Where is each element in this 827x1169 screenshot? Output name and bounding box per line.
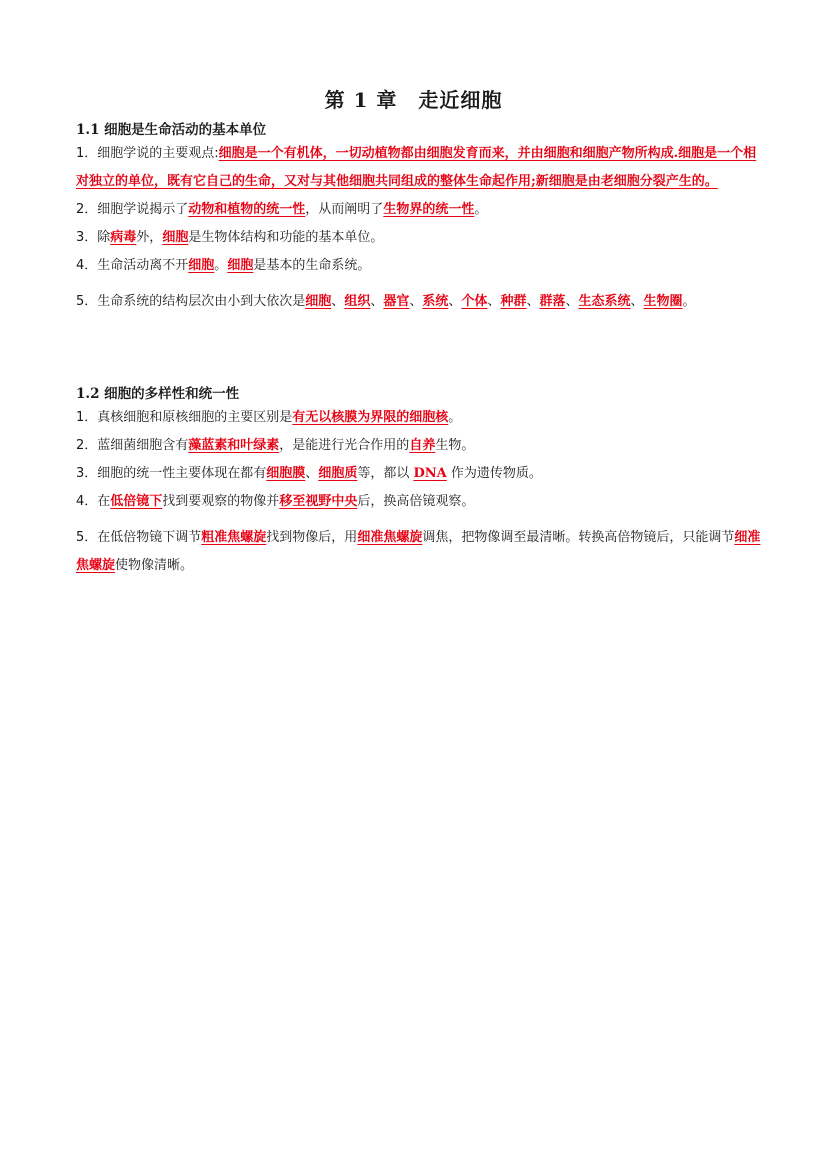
answer-text: 细胞是一个有机体，一切动植物都由细胞发育而来，并由细胞和细胞产物所构成.细胞是一个相对独立的单位，既有它自己的生命，又对与其他细胞共同组成的整体生命起作用;新细胞是由老细胞分裂产生的。 [76, 146, 757, 189]
item-text: 5．在低倍物镜下调节 [76, 530, 202, 545]
item-text: 1．真核细胞和原核细胞的主要区别是 [76, 410, 293, 425]
item-text: 、 [370, 294, 384, 309]
answer-text: DNA [413, 466, 447, 481]
item-text: 是基本的生命系统。 [253, 258, 371, 273]
answer-text: 有无以核膜为界限的细胞核 [292, 410, 449, 425]
item-text: 2．细胞学说揭示了 [76, 202, 189, 217]
item-text: 等，都以 [357, 466, 414, 481]
item-text: 、 [305, 466, 319, 481]
answer-text: 器官 [383, 294, 410, 309]
item-text: 调焦，把物像调至最清晰。转换高倍物镜后，只能调节 [422, 530, 735, 545]
chapter-title: 第 1 章 走近细胞 [324, 88, 503, 112]
list-item [76, 404, 766, 432]
item-text: 。 [448, 410, 462, 425]
item-text: 2．蓝细菌细胞含有 [76, 438, 189, 453]
item-list [76, 140, 766, 316]
item-text: 、 [487, 294, 501, 309]
answer-text: 种群 [500, 294, 527, 309]
answer-text: 粗准焦螺旋 [201, 530, 267, 545]
item-text: 、 [630, 294, 644, 309]
section-1-1 [76, 118, 766, 316]
item-text: 1．细胞学说的主要观点: [76, 146, 219, 161]
answer-text: 细准焦螺旋 [357, 530, 423, 545]
item-text: 。 [474, 202, 488, 217]
answer-text: 细胞膜 [266, 466, 306, 481]
item-text: 、 [448, 294, 462, 309]
list-item [76, 432, 766, 460]
item-text: 作为遗传物质。 [446, 466, 542, 481]
answer-text: 藻蓝素和叶绿素 [188, 438, 280, 453]
answer-text: 细准焦螺旋 [76, 530, 761, 573]
item-text: 后，换高倍镜观察。 [357, 494, 475, 509]
list-item [76, 252, 766, 280]
list-item [76, 488, 766, 516]
item-list [76, 404, 766, 580]
answer-text: 动物和植物的统一性 [188, 202, 306, 217]
item-text: 3．细胞的统一性主要体现在都有 [76, 466, 267, 481]
item-text: 使物像清晰。 [115, 558, 194, 573]
answer-text: 组织 [344, 294, 371, 309]
item-text: 是生物体结构和功能的基本单位。 [188, 230, 384, 245]
answer-text: 病毒 [110, 230, 137, 245]
item-text: 找到要观察的物像并 [162, 494, 280, 509]
answer-text: 细胞 [227, 258, 254, 273]
item-text: ，是能进行光合作用的 [279, 438, 410, 453]
list-item [76, 224, 766, 252]
item-text: 4．在 [76, 494, 111, 509]
answer-text: 细胞质 [318, 466, 358, 481]
item-text: 、 [565, 294, 579, 309]
item-text: 生物。 [435, 438, 475, 453]
item-text: 5．生命系统的结构层次由小到大依次是 [76, 294, 306, 309]
list-item [76, 196, 766, 224]
item-text: 3．除 [76, 230, 111, 245]
answer-text: 生物圈 [643, 294, 683, 309]
list-item [76, 140, 766, 196]
answer-text: 移至视野中央 [279, 494, 358, 509]
item-text: 。 [682, 294, 696, 309]
list-item [76, 288, 766, 316]
answer-text: 系统 [422, 294, 449, 309]
list-item [76, 524, 766, 580]
section-heading: 1.2 细胞的多样性和统一性 [76, 386, 240, 402]
answer-text: 细胞 [305, 294, 332, 309]
item-text: 、 [331, 294, 345, 309]
item-text: ，从而阐明了 [305, 202, 384, 217]
item-text: 、 [526, 294, 540, 309]
answer-text: 群落 [539, 294, 566, 309]
item-text: 外， [136, 230, 163, 245]
answer-text: 细胞 [162, 230, 189, 245]
item-text: 找到物像后，用 [266, 530, 358, 545]
answer-text: 生态系统 [578, 294, 631, 309]
answer-text: 低倍镜下 [110, 494, 163, 509]
answer-text: 个体 [461, 294, 488, 309]
section-heading: 1.1 细胞是生命活动的基本单位 [76, 122, 267, 138]
answer-text: 细胞 [188, 258, 215, 273]
item-text: 。 [214, 258, 228, 273]
list-item [76, 460, 766, 488]
item-text: 4．生命活动离不开 [76, 258, 189, 273]
answer-text: 自养 [409, 438, 436, 453]
item-text: 、 [409, 294, 423, 309]
section-1-2 [76, 382, 766, 580]
answer-text: 生物界的统一性 [383, 202, 475, 217]
